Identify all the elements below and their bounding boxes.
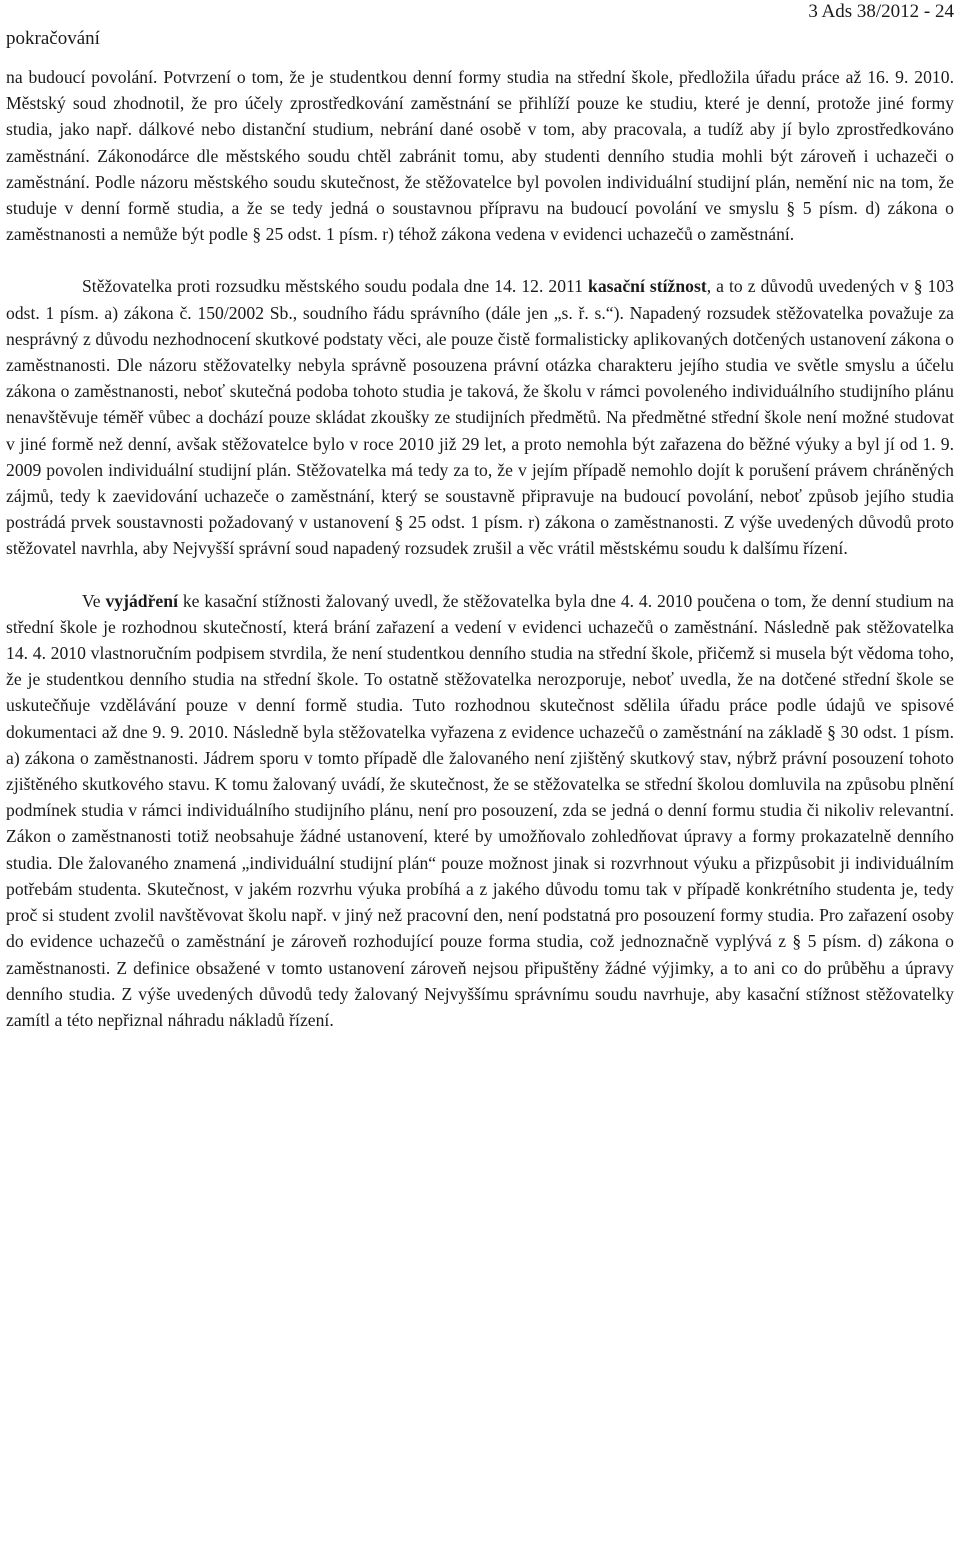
paragraph-3-text-after: ke kasační stížnosti žalovaný uvedl, že stěžovatelka byla dne 4. 4. 2010 poučena o tom, že denní studium na střední škole je rozhodnou skutečností, která brání zařazení a vedení v evidenci uchazečů o zaměstnání. Následně pak stěžovatelka 14. 4. 2010 vlastnoručním podpisem stvrdila, že není studentkou denního studia na střední škole, přičemž si musela být vědoma toho, že je studentkou denního studia na střední škole. To ostatně stěžovatelka nerozporuje, neboť uvedla, že na dotčené střední škole se uskutečňuje vzdělávání pouze v denní formě studia. Tuto rozhodnou skutečnost sdělila úřadu práce podle údajů ve spisové dokumentaci až dne 9. 9. 2010. Následně byla stěžovatelka vyřazena z evidence uchazečů o zaměstnání na základě § 30 odst. 1 písm. a) zákona o zaměstnanosti. Jádrem sporu v tomto případě dle žalovaného není zjištěný skutkový stav, nýbrž právní posouzení tohoto zjištěného skutkového stavu. K tomu žalovaný uvádí, že skutečnost, že se stěžovatelka se střední školou domluvila na způsobu plnění podmínek studia v rámci individuálního studijního plánu, není pro posouzení, zda se jedná o denní formu studia či nikoliv relevantní. Zákon o zaměstnanosti totiž neobsahuje žádné ustanovení, které by umožňovalo zohledňovat úpravy a formy prokazatelně denního studia. Dle žalovaného znamená „individuální studijní plán“ pouze možnost jinak si rozvrhnout výuku a přizpůsobit ji individuálním potřebám studenta. Skutečnost, v jakém rozvrhu výuka probíhá a z jakého důvodu tomu tak v případě konkrétního studenta je, tedy proč si student zvolil navštěvovat školu např. v jiný než pracovní den, není podstatná pro posouzení formy studia. Pro zařazení osoby do evidence uchazečů o zaměstnání je zároveň rozhodující pouze forma studia, což jednoznačně vyplývá z § 5 písm. d) zákona o zaměstnanosti. Z definice obsažené v tomto ustanovení zároveň nejsou připuštěny žádné výjimky, a to ani co do průběhu a úpravy denního studia. Z výše uvedených důvodů tedy žalovaný Nejvyššímu správnímu soudu navrhuje, aby kasační stížnost stěžovatelky zamítl a této nepřiznal náhradu nákladů řízení. <box>6 590 954 1030</box>
paragraph-1-text: na budoucí povolání. Potvrzení o tom, že je studentkou denní formy studia na střední škole, předložila úřadu práce až 16. 9. 2010. Městský soud zhodnotil, že pro účely zprostředkování zaměstnání se přihlíží pouze ke studiu, které je denní, protože jiné formy studia, jako např. dálkové nebo distanční studium, nebrání dané osobě v tom, aby pracovala, a tudíž aby jí bylo zprostředkováno zaměstnání. Zákonodárce dle městského soudu chtěl zabránit tomu, aby studenti denního studia mohli být zároveň i uchazeči o zaměstnání. Podle názoru městského soudu skutečnost, že stěžovatelce byl povolen individuální studijní plán, nemění nic na tom, že studuje v denní formě studia, a že se tedy jedná o soustavnou přípravu na budoucí povolání ve smyslu § 5 písm. d) zákona o zaměstnanosti a nemůže být podle § 25 odst. 1 písm. r) téhož zákona vedena v evidenci uchazečů o zaměstnání. <box>6 67 954 245</box>
document-body <box>6 64 954 1033</box>
page-header <box>0 0 960 60</box>
paragraph-3 <box>6 588 954 1033</box>
paragraph-2-text-before: Stěžovatelka proti rozsudku městského soudu podala dne 14. 12. 2011 <box>82 276 589 297</box>
paragraph-2-text-after: , a to z důvodů uvedených v § 103 odst. 1 písm. a) zákona č. 150/2002 Sb., soudního řádu správního (dále jen „s. ř. s.“). Napadený rozsudek stěžovatelka považuje za nesprávný z důvodu nezhodnocení skutkové podstaty věci, ale pouze čistě formalisticky aplikovaných dotčených ustanovení zákona o zaměstnanosti. Dle názoru stěžovatelky nebyla správně posouzena právní otázka charakteru jejího studia ve světle smyslu a účelu zákona o zaměstnanosti, neboť skutečná podoba tohoto studia je taková, že školu v rámci povoleného individuálního studijního plánu nenavštěvuje téměř vůbec a dochází pouze skládat zkoušky ze studijních předmětů. Na předmětné střední škole není možné studovat v jiné formě než denní, avšak stěžovatelce bylo v roce 2010 již 29 let, a proto nemohla být zařazena do běžné výuky a byl jí od 1. 9. 2009 povolen individuální studijní plán. Stěžovatelka má tedy za to, že v jejím případě nemohlo dojít k porušení právem chráněných zájmů, tedy k zaevidování uchazeče o zaměstnání, který se soustavně připravuje na budoucí povolání, neboť způsob jejího studia postrádá prvek soustavnosti požadovaný v ustanovení § 25 odst. 1 písm. r) zákona o zaměstnanosti. Z výše uvedených důvodů proto stěžovatel navrhla, aby Nejvyšší správní soud napadený rozsudek zrušil a věc vrátil městskému soudu k dalšímu řízení. <box>6 276 954 559</box>
paragraph-1 <box>6 64 954 247</box>
paragraph-3-bold-term: vyjádření <box>105 590 178 611</box>
paragraph-3-text-before: Ve <box>82 590 106 611</box>
continuation-label: pokračování <box>6 28 100 49</box>
paragraph-2-bold-term: kasační stížnost <box>588 276 707 297</box>
case-number: 3 Ads 38/2012 - 24 <box>808 1 954 22</box>
paragraph-2 <box>6 273 954 561</box>
